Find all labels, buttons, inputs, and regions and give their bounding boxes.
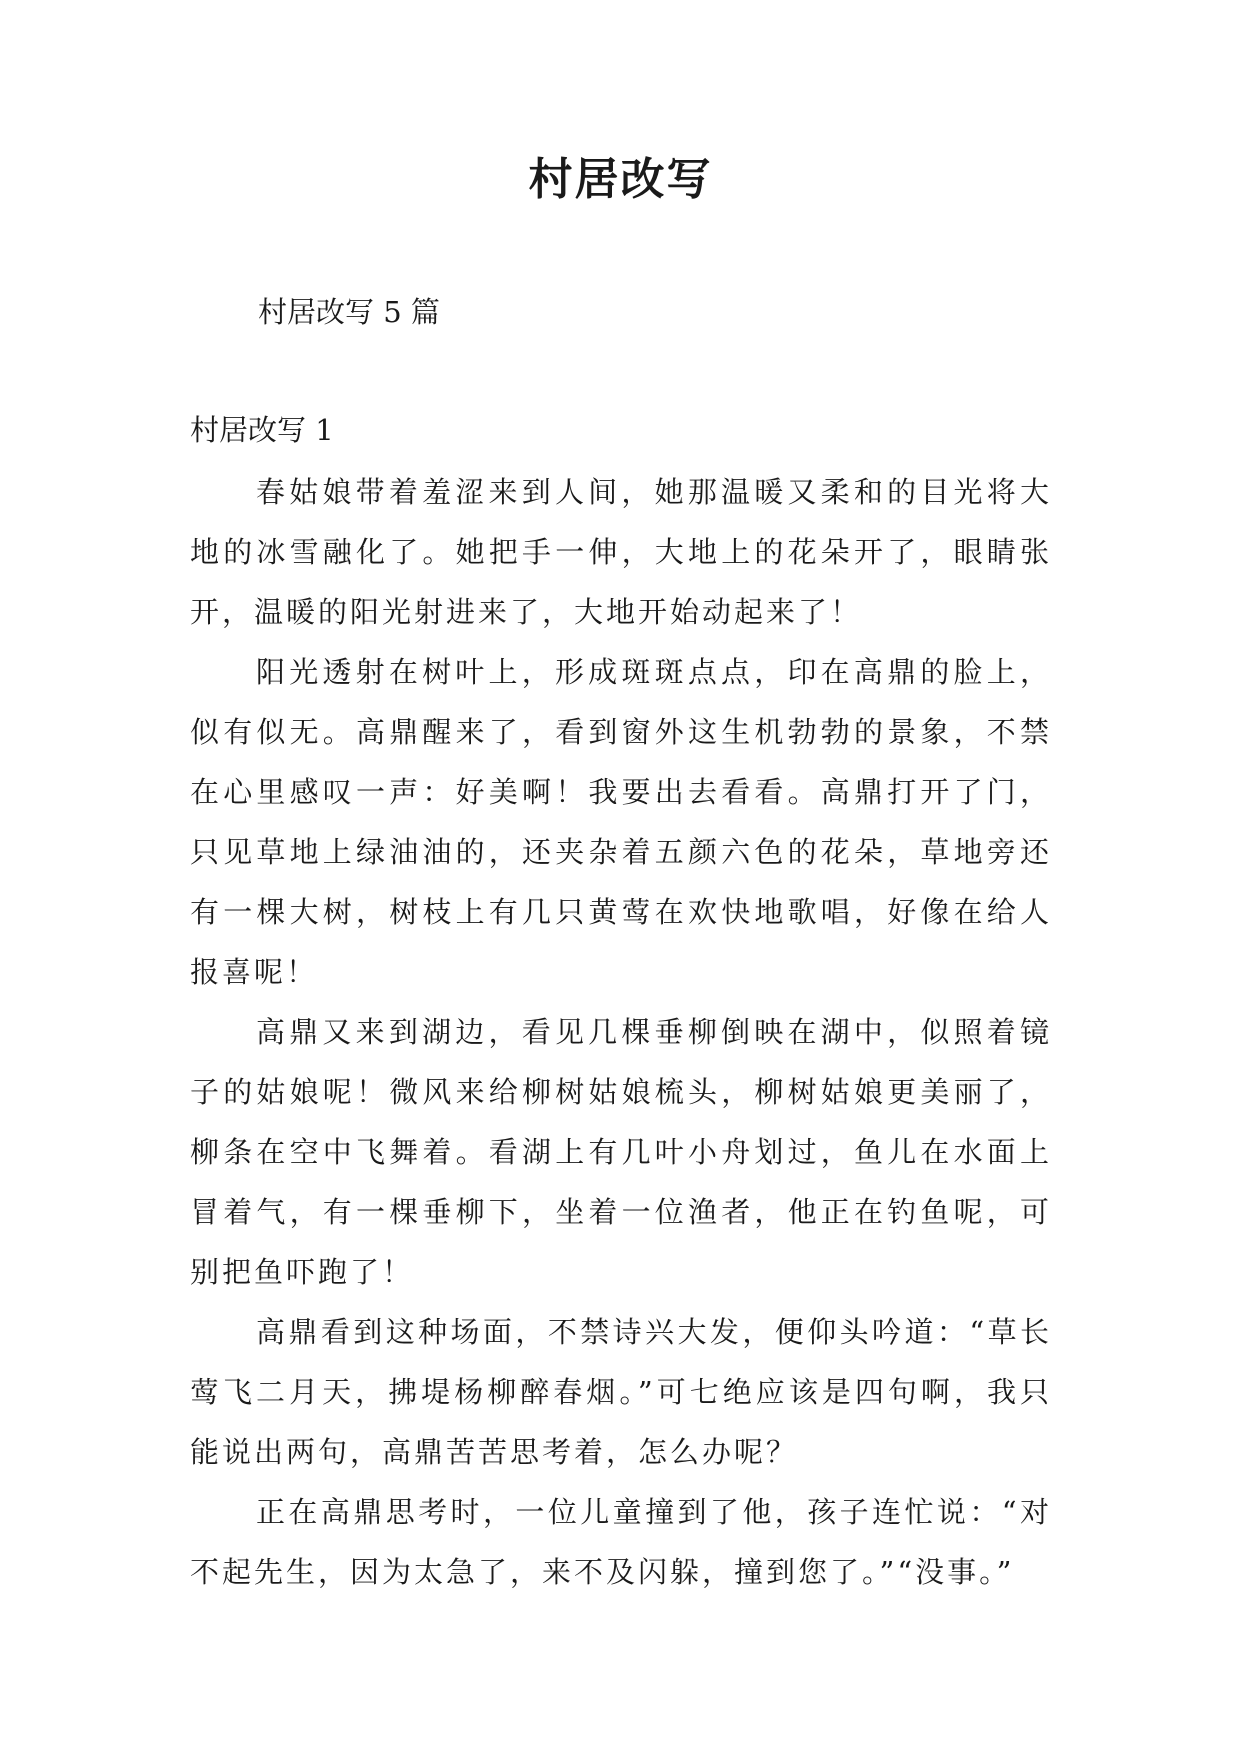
body-text bbox=[190, 462, 1052, 1602]
paragraph: 正在高鼎思考时，一位儿童撞到了他，孩子连忙说：“对不起先生，因为太急了，来不及闪躲，撞到您了。”“没事。” bbox=[190, 1495, 1052, 1589]
document-subtitle: 村居改写 5 篇 bbox=[258, 295, 440, 329]
paragraph: 高鼎又来到湖边，看见几棵垂柳倒映在湖中，似照着镜子的姑娘呢！微风来给柳树姑娘梳头，柳树姑娘更美丽了，柳条在空中飞舞着。看湖上有几叶小舟划过，鱼儿在水面上冒着气，有一棵垂柳下，坐着一位渔者，他正在钓鱼呢，可别把鱼吓跑了！ bbox=[190, 1015, 1052, 1289]
paragraph: 阳光透射在树叶上，形成斑斑点点，印在高鼎的脸上，似有似无。高鼎醒来了，看到窗外这生机勃勃的景象，不禁在心里感叹一声：好美啊！我要出去看看。高鼎打开了门，只见草地上绿油油的，还夹杂着五颜六色的花朵，草地旁还有一棵大树，树枝上有几只黄莺在欢快地歌唱，好像在给人报喜呢！ bbox=[190, 655, 1052, 989]
page-title: 村居改写 bbox=[528, 154, 713, 205]
paragraph: 高鼎看到这种场面，不禁诗兴大发，便仰头吟道：“草长莺飞二月天，拂堤杨柳醉春烟。”可七绝应该是四句啊，我只能说出两句，高鼎苦苦思考着，怎么办呢？ bbox=[190, 1315, 1052, 1469]
section-heading: 村居改写 1 bbox=[190, 413, 334, 447]
paragraph: 春姑娘带着羞涩来到人间，她那温暖又柔和的目光将大地的冰雪融化了。她把手一伸，大地上的花朵开了，眼睛张开，温暖的阳光射进来了，大地开始动起来了！ bbox=[190, 475, 1052, 629]
